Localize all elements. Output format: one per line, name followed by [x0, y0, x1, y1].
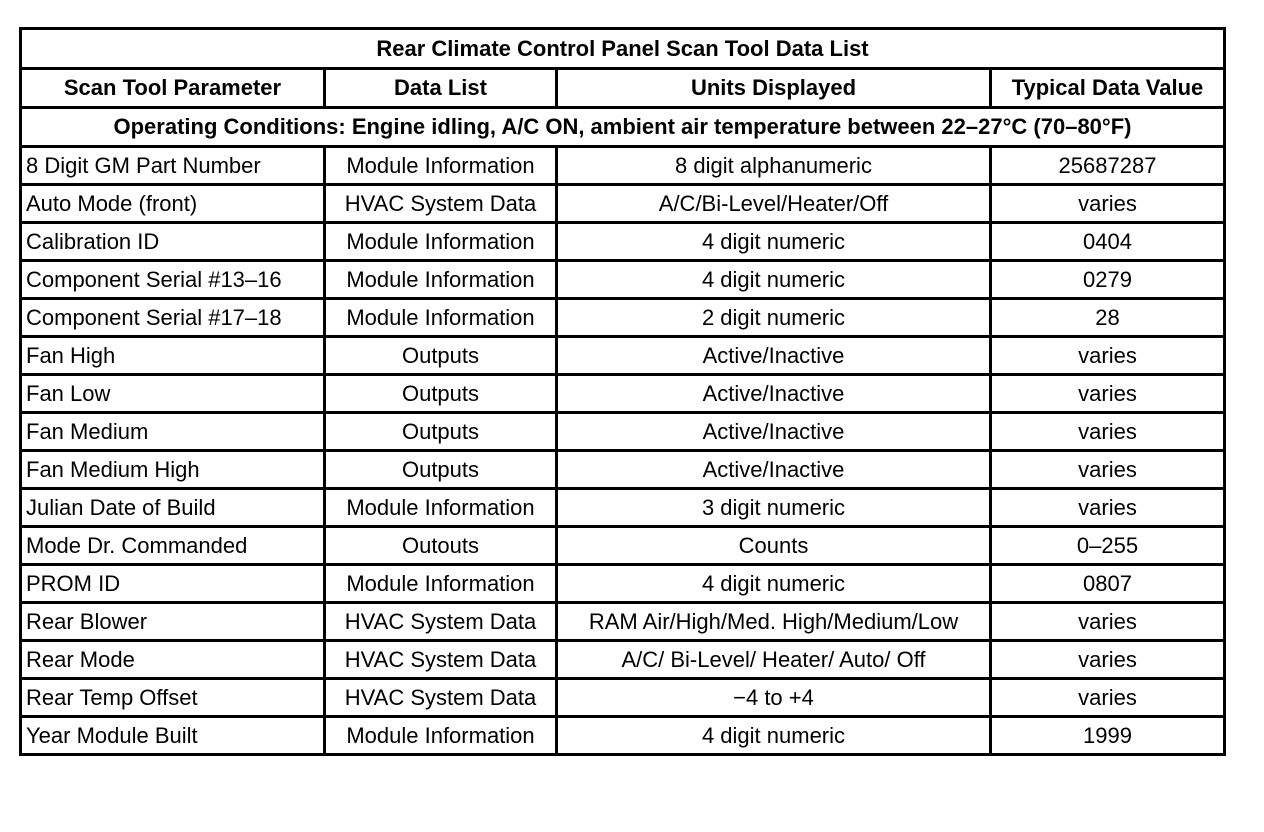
parameter-cell: 8 Digit GM Part Number	[21, 147, 325, 185]
table-title-row	[21, 29, 1225, 69]
typical-value-cell: 0807	[991, 565, 1225, 603]
table-row	[21, 527, 1225, 565]
parameter-cell: Fan Low	[21, 375, 325, 413]
units-cell: Active/Inactive	[557, 451, 991, 489]
table-header-row	[21, 69, 1225, 108]
table-row	[21, 451, 1225, 489]
units-cell: Counts	[557, 527, 991, 565]
data-list-cell: Outputs	[325, 375, 557, 413]
typical-value-cell: 28	[991, 299, 1225, 337]
units-cell: Active/Inactive	[557, 375, 991, 413]
typical-value-cell: 0279	[991, 261, 1225, 299]
column-header-parameter: Scan Tool Parameter	[21, 69, 325, 108]
typical-value-cell: 0404	[991, 223, 1225, 261]
data-list-cell: Module Information	[325, 223, 557, 261]
data-list-cell: HVAC System Data	[325, 679, 557, 717]
typical-value-cell: varies	[991, 603, 1225, 641]
data-list-cell: Module Information	[325, 489, 557, 527]
data-list-cell: Module Information	[325, 299, 557, 337]
typical-value-cell: varies	[991, 185, 1225, 223]
parameter-cell: Mode Dr. Commanded	[21, 527, 325, 565]
typical-value-cell: 25687287	[991, 147, 1225, 185]
typical-value-cell: varies	[991, 413, 1225, 451]
table-row	[21, 223, 1225, 261]
typical-value-cell: varies	[991, 679, 1225, 717]
units-cell: Active/Inactive	[557, 413, 991, 451]
data-list-cell: HVAC System Data	[325, 641, 557, 679]
operating-conditions-row	[21, 108, 1225, 147]
table-row	[21, 299, 1225, 337]
data-list-cell: Module Information	[325, 261, 557, 299]
parameter-cell: Component Serial #17–18	[21, 299, 325, 337]
table-row	[21, 147, 1225, 185]
parameter-cell: Rear Mode	[21, 641, 325, 679]
data-list-cell: Module Information	[325, 717, 557, 755]
parameter-cell: Calibration ID	[21, 223, 325, 261]
table-row	[21, 185, 1225, 223]
table-row	[21, 489, 1225, 527]
data-list-cell: Outputs	[325, 413, 557, 451]
column-header-units: Units Displayed	[557, 69, 991, 108]
units-cell: RAM Air/High/Med. High/Medium/Low	[557, 603, 991, 641]
typical-value-cell: 0–255	[991, 527, 1225, 565]
operating-conditions: Operating Conditions: Engine idling, A/C ON, ambient air temperature between 22–27°C (70–80°F)	[21, 108, 1225, 147]
parameter-cell: Fan Medium	[21, 413, 325, 451]
units-cell: 4 digit numeric	[557, 717, 991, 755]
parameter-cell: Fan Medium High	[21, 451, 325, 489]
units-cell: 3 digit numeric	[557, 489, 991, 527]
typical-value-cell: varies	[991, 451, 1225, 489]
data-list-cell: HVAC System Data	[325, 603, 557, 641]
table-row	[21, 413, 1225, 451]
data-list-cell: Outputs	[325, 451, 557, 489]
table-row	[21, 641, 1225, 679]
units-cell: A/C/ Bi-Level/ Heater/ Auto/ Off	[557, 641, 991, 679]
units-cell: Active/Inactive	[557, 337, 991, 375]
units-cell: −4 to +4	[557, 679, 991, 717]
scan-tool-data-table	[19, 27, 1226, 756]
table-row	[21, 337, 1225, 375]
table-row	[21, 679, 1225, 717]
table-row	[21, 717, 1225, 755]
units-cell: 2 digit numeric	[557, 299, 991, 337]
units-cell: 8 digit alphanumeric	[557, 147, 991, 185]
parameter-cell: Fan High	[21, 337, 325, 375]
units-cell: 4 digit numeric	[557, 223, 991, 261]
data-list-cell: Outputs	[325, 337, 557, 375]
column-header-data-list: Data List	[325, 69, 557, 108]
typical-value-cell: varies	[991, 337, 1225, 375]
table-row	[21, 603, 1225, 641]
typical-value-cell: 1999	[991, 717, 1225, 755]
units-cell: A/C/Bi-Level/Heater/Off	[557, 185, 991, 223]
parameter-cell: Rear Temp Offset	[21, 679, 325, 717]
parameter-cell: Component Serial #13–16	[21, 261, 325, 299]
data-list-cell: HVAC System Data	[325, 185, 557, 223]
table-row	[21, 261, 1225, 299]
parameter-cell: Rear Blower	[21, 603, 325, 641]
table-title: Rear Climate Control Panel Scan Tool Data List	[21, 29, 1225, 69]
parameter-cell: PROM ID	[21, 565, 325, 603]
column-header-typical-value: Typical Data Value	[991, 69, 1225, 108]
data-list-cell: Outouts	[325, 527, 557, 565]
parameter-cell: Julian Date of Build	[21, 489, 325, 527]
table-body	[21, 147, 1225, 755]
units-cell: 4 digit numeric	[557, 565, 991, 603]
data-list-cell: Module Information	[325, 147, 557, 185]
parameter-cell: Year Module Built	[21, 717, 325, 755]
table-row	[21, 375, 1225, 413]
table-row	[21, 565, 1225, 603]
typical-value-cell: varies	[991, 489, 1225, 527]
typical-value-cell: varies	[991, 375, 1225, 413]
data-list-cell: Module Information	[325, 565, 557, 603]
units-cell: 4 digit numeric	[557, 261, 991, 299]
parameter-cell: Auto Mode (front)	[21, 185, 325, 223]
typical-value-cell: varies	[991, 641, 1225, 679]
